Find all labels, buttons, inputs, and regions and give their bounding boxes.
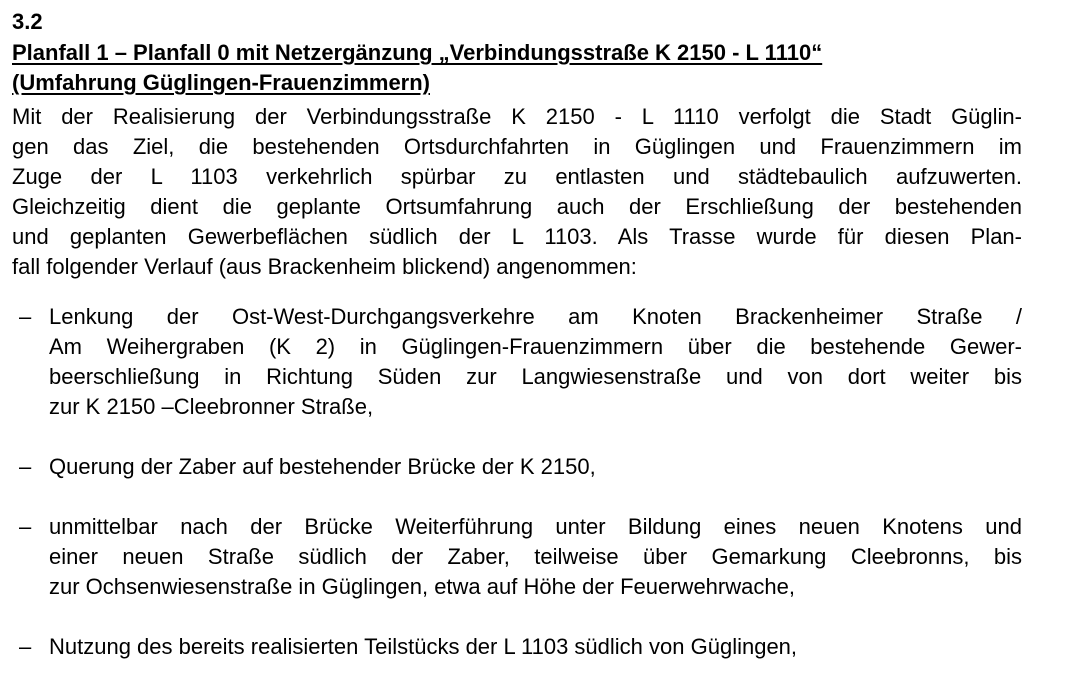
bullet-dash: –: [19, 304, 32, 329]
list-item-text: [49, 512, 1022, 602]
list-item-line: Am Weihergraben (K 2) in Güglingen-Frauenzimmern über die bestehende Gewer-: [49, 334, 1022, 359]
list-item: [12, 302, 1022, 422]
document-page: [12, 10, 1022, 692]
bullet-dash: –: [19, 634, 32, 659]
list-item: [12, 632, 1022, 662]
list-item-text: [49, 302, 1022, 422]
list-item-line: Querung der Zaber auf bestehender Brücke der K 2150,: [49, 454, 596, 479]
route-bullet-list: [12, 302, 1022, 662]
list-item-line: Lenkung der Ost-West-Durchgangsverkehre am Knoten Brackenheimer Straße /: [49, 304, 1022, 329]
paragraph-line: Mit der Realisierung der Verbindungsstraße K 2150 - L 1110 verfolgt die Stadt Güglin-: [12, 104, 1022, 129]
list-item-line: einer neuen Straße südlich der Zaber, teilweise über Gemarkung Cleebronns, bis: [49, 544, 1022, 569]
bullet-dash: –: [19, 514, 32, 539]
list-item-line: zur Ochsenwiesenstraße in Güglingen, etwa auf Höhe der Feuerwehrwache,: [49, 574, 795, 599]
paragraph-line: Gleichzeitig dient die geplante Ortsumfahrung auch der Erschließung der bestehenden: [12, 194, 1022, 219]
intro-paragraph: [12, 102, 1022, 282]
list-item: [12, 452, 1022, 482]
section-title: [12, 38, 1022, 98]
list-item-line: zur K 2150 –Cleebronner Straße,: [49, 394, 374, 419]
paragraph-line: Zuge der L 1103 verkehrlich spürbar zu entlasten und städtebaulich aufzuwerten.: [12, 164, 1022, 189]
paragraph-line: und geplanten Gewerbeflächen südlich der L 1103. Als Trasse wurde für diesen Plan-: [12, 224, 1022, 249]
list-item-text: [49, 452, 1022, 482]
bullet-dash: –: [19, 454, 32, 479]
section-title-line-2: (Umfahrung Güglingen-Frauenzimmern): [12, 70, 430, 95]
list-item-line: beerschließung in Richtung Süden zur Langwiesenstraße und von dort weiter bis: [49, 364, 1022, 389]
list-item-text: [49, 632, 1022, 662]
list-item: [12, 512, 1022, 602]
list-item-line: Nutzung des bereits realisierten Teilstücks der L 1103 südlich von Güglingen,: [49, 634, 798, 659]
section-number: 3.2: [12, 9, 43, 34]
list-item-line: unmittelbar nach der Brücke Weiterführung unter Bildung eines neuen Knotens und: [49, 514, 1022, 539]
paragraph-line: fall folgender Verlauf (aus Brackenheim blickend) angenommen:: [12, 254, 637, 279]
section-title-line-1: Planfall 1 – Planfall 0 mit Netzergänzung „Verbindungsstraße K 2150 - L 1110“: [12, 40, 823, 65]
paragraph-line: gen das Ziel, die bestehenden Ortsdurchfahrten in Güglingen und Frauenzimmern im: [12, 134, 1022, 159]
